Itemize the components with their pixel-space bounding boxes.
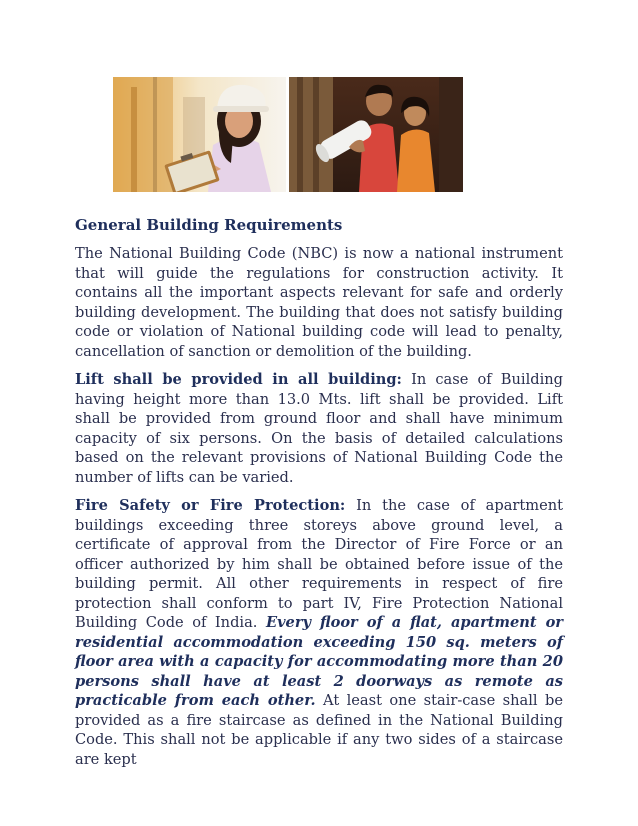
couple-with-blueprints-photo bbox=[289, 77, 463, 192]
couple-with-blueprints-icon bbox=[289, 77, 463, 192]
woman-engineer-photo bbox=[113, 77, 286, 192]
lift-requirement-body: In case of Building having height more than 13.0 Mts. lift shall be provided. Lift shall be provided from ground floor and shall have minimum capacity of six persons. On the basis of detailed calculations based on the relevant provisions of National Building Code the number of lifts can be varied. bbox=[75, 371, 563, 486]
fire-safety-lead: Fire Safety or Fire Protection: bbox=[75, 497, 346, 514]
fire-safety-tail: At least one stair-case shall be provided as a fire staircase as defined in the National Building Code. This shall not be applicable if any two sides of a staircase are kept bbox=[75, 692, 563, 768]
fire-safety-paragraph bbox=[75, 496, 563, 769]
lift-requirement-paragraph bbox=[75, 370, 563, 487]
lift-requirement-lead: Lift shall be provided in all building: bbox=[75, 371, 402, 388]
header-photos bbox=[113, 77, 463, 192]
section-heading: General Building Requirements bbox=[75, 216, 343, 234]
woman-engineer-with-clipboard-icon bbox=[113, 77, 286, 192]
nbc-intro-paragraph: The National Building Code (NBC) is now a national instrument that will guide the regulations for construction activity. It contains all the important aspects relevant for safe and orderly building development. The building that does not satisfy building code or violation of National building code will lead to penalty, cancellation of sanction or demolition of the building. bbox=[75, 245, 563, 360]
document-body bbox=[75, 214, 563, 778]
fire-safety-body: In the case of apartment buildings exceeding three storeys above ground level, a certificate of approval from the Director of Fire Force or an officer authorized by him shall be obtained before issue of the building permit. All other requirements in respect of fire protection shall conform to part IV, Fire Protection National Building Code of India. bbox=[75, 497, 563, 631]
fire-safety-emphasis: Every floor of a flat, apartment or residential accommodation exceeding 150 sq. meters of floor area with a capacity for accommodating more than 20 persons shall have at least 2 doorways as remote as practicable from each other. bbox=[75, 614, 563, 709]
